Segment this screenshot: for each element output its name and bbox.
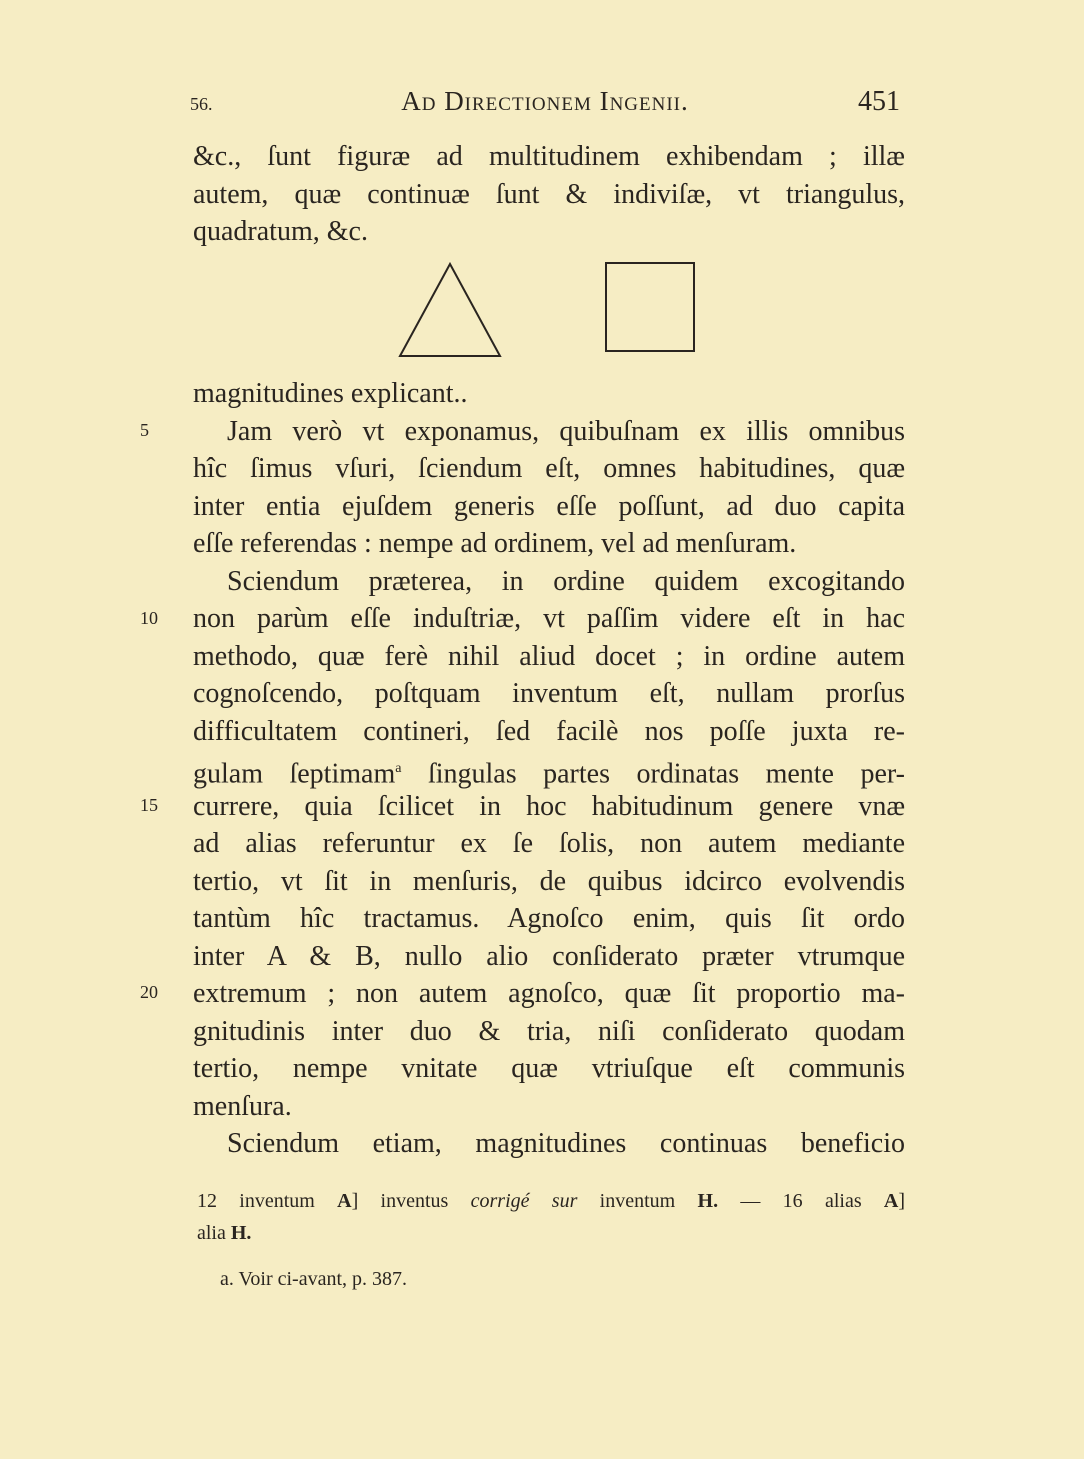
text-line: hîc ſimus vſuri, ſciendum eſt, omnes habitudines, quæ (193, 453, 905, 484)
triangle-figure (400, 264, 500, 356)
text-line: quadratum, &c. (193, 216, 368, 247)
text-line: cognoſcendo, poſtquam inventum eſt, nullam prorſus (193, 678, 905, 709)
text-segment: ſingulas partes ordinatas mente per- (427, 758, 905, 790)
figures (398, 260, 698, 360)
footnote: a. Voir ci-avant, p. 387. (220, 1268, 408, 1290)
text-line: eſſe referendas : nempe ad ordinem, vel ad menſuram. (193, 528, 797, 559)
apparatus-line: alia H. (197, 1222, 252, 1244)
line-number: 15 (140, 795, 158, 815)
section-number: 56. (190, 94, 213, 114)
text-line: tertio, nempe vnitate quæ vtriuſque eſt communis (193, 1053, 905, 1084)
text-block-top (193, 138, 905, 251)
text-line: difficultatem contineri, ſed facilè nos poſſe juxta re- (193, 715, 905, 747)
text-segment: gulam ſeptimam (193, 758, 396, 790)
text-block-main (193, 375, 905, 1163)
text-line: autem, quæ continuæ ſunt & indiviſæ, vt triangulus, (193, 178, 905, 210)
text-line: methodo, quæ ferè nihil aliud docet ; in ordine autem (193, 640, 905, 672)
critical-apparatus (197, 1185, 905, 1249)
text-line: non parùm eſſe induſtriæ, vt paſſim videre eſt in hac (193, 603, 905, 634)
text-line: inter A & B, nullo alio conſiderato præter vtrumque (193, 940, 905, 972)
text-line: gnitudinis inter duo & tria, niſi conſiderato quodam (193, 1015, 905, 1047)
line-number: 10 (140, 608, 158, 628)
running-header (190, 86, 900, 126)
text-line: currere, quia ſcilicet in hoc habitudinum genere vnæ (193, 790, 905, 822)
line-number: 5 (140, 420, 149, 440)
footnote-marker: a (395, 761, 402, 776)
text-line: tertio, vt ſit in menſuris, de quibus idcirco evolvendis (193, 865, 905, 897)
square-figure (606, 263, 694, 351)
text-line: menſura. (193, 1090, 292, 1122)
text-line: magnitudines explicant.. (193, 378, 468, 409)
text-line: extremum ; non autem agnoſco, quæ ſit proportio ma- (193, 978, 905, 1009)
page-number: 451 (858, 86, 900, 117)
text-line: &c., ſunt figuræ ad multitudinem exhibendam ; illæ (193, 141, 905, 172)
text-line: inter entia ejuſdem generis eſſe poſſunt, ad duo capita (193, 490, 905, 522)
text-line: Sciendum præterea, in ordine quidem excogitando (227, 565, 905, 597)
apparatus-line: 12 inventum A] inventus corrigé sur inventum H. — 16 alias A] (197, 1190, 906, 1212)
text-line: ad alias referuntur ex ſe ſolis, non autem mediante (193, 828, 905, 859)
line-number: 20 (140, 982, 158, 1002)
text-line: Sciendum etiam, magnitudines continuas beneficio (227, 1128, 905, 1159)
text-line: tantùm hîc tractamus. Agnoſco enim, quis ſit ordo (193, 903, 905, 934)
text-line (193, 750, 905, 788)
running-title: Ad Directionem Ingenii. (401, 86, 689, 116)
text-line: Jam verò vt exponamus, quibuſnam ex illis omnibus (227, 415, 905, 447)
